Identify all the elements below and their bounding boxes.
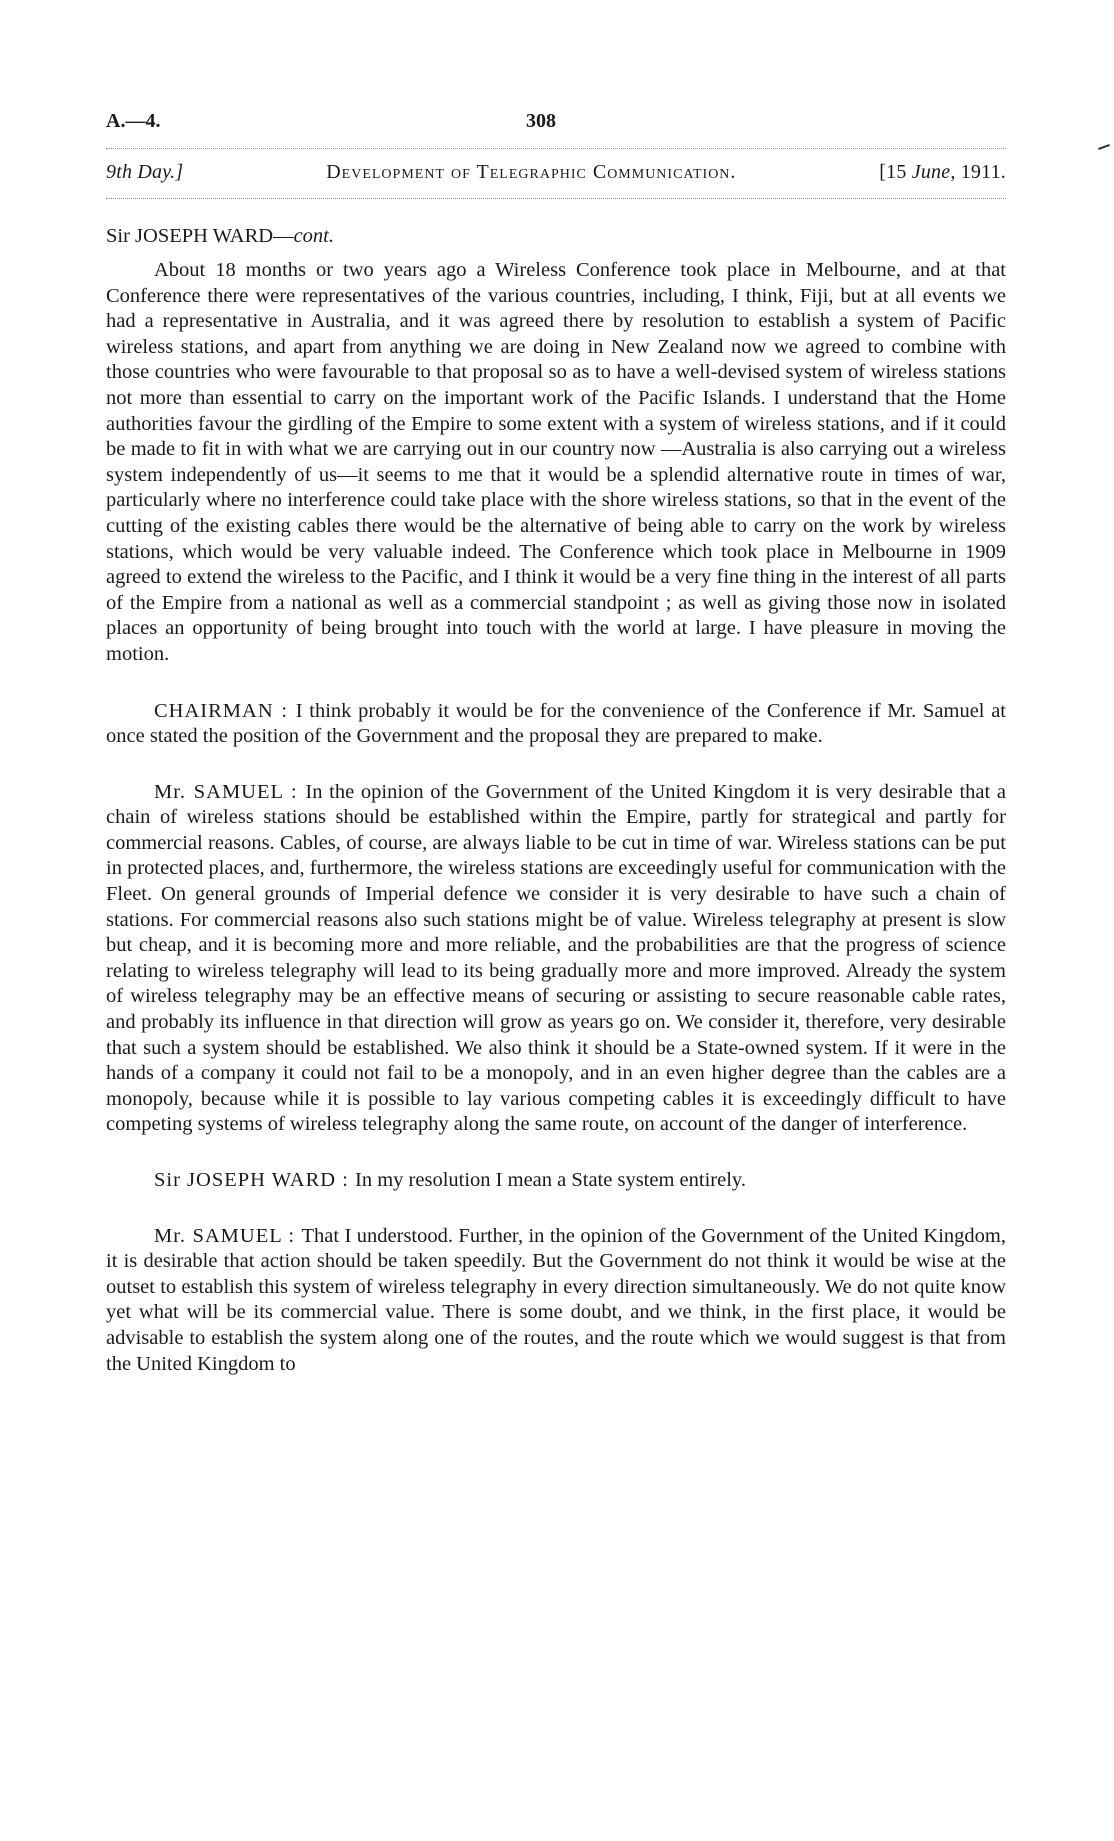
paragraph-text: That I understood. Further, in the opinion of the Government of the United Kingdom, it is desirable that action should be taken speedily. But the Government do not think it would be wise at the outset to establish this system of wireless telegraphy in every direction simultaneously. We do not quite know yet what will be its commercial value. There is some doubt, and we think, in the first place, it would be advisable to establish the system along one of the routes, and the route which we would suggest is that from the United Kingdom to: [106, 1224, 1006, 1375]
speaker-label: Mr. SAMUEL :: [154, 1224, 302, 1247]
speaker-label: Sir JOSEPH WARD :: [154, 1169, 356, 1191]
date-label: [879, 161, 1006, 184]
running-header: [106, 149, 1006, 198]
date-month: June: [911, 161, 951, 183]
document-page: [106, 110, 1006, 1407]
paragraph-text: I think probably it would be for the convenience of the Conference if Mr. Samuel at once stated the position of the Government and the proposal they are prepared to make.: [106, 699, 1006, 748]
date-year: , 1911.: [950, 161, 1006, 183]
document-reference: A.—4.: [106, 110, 161, 132]
header-rule-bottom: [106, 198, 1006, 199]
subject-title: Development of Telegraphic Communication.: [326, 161, 737, 183]
paragraph-text: In my resolution I mean a State system entirely.: [355, 1169, 746, 1191]
day-label: 9th Day.]: [106, 161, 184, 183]
paragraph-ward-reply: [106, 1168, 1006, 1194]
section-speaker-name: Sir JOSEPH WARD—: [106, 225, 294, 247]
date-open: [15: [879, 161, 912, 183]
page-header: [106, 110, 1006, 146]
paragraph-samuel-2: [106, 1224, 1006, 1378]
page-number: 308: [526, 110, 556, 132]
paragraph-ward-motion: [106, 258, 1006, 668]
section-speaker-heading: [106, 225, 1006, 248]
paragraph-chairman: [106, 699, 1006, 750]
speaker-label: Mr. SAMUEL :: [154, 780, 306, 803]
paragraph-text: About 18 months or two years ago a Wireless Conference took place in Melbourne, and at that Conference there were representatives of the various countries, including, I think, Fiji, but at all events we had a representative in Australia, and it was agreed there by resolution to establish a system of Pacific wireless stations, and apart from anything we are doing in New Zealand now we agreed to combine with those countries who were favourable to that proposal so as to have a well-devised system of wireless stations not more than essential to carry on the important work of the Pacific Islands. I understand that the Home authorities favour the girdling of the Empire to some extent with a system of wireless stations, and if it could be made to fit in with what we are carrying out in our country now —Australia is also carrying out a wireless system independently of us—it seems to me that it would be a splendid alternative route in times of war, particularly where no interference could take place with the shore wireless stations, so that in the event of the cutting of the existing cables there would be the alternative of being able to carry on the work by wireless stations, which would be very valuable indeed. The Conference which took place in Melbourne in 1909 agreed to extend the wireless to the Pacific, and I think it would be a very fine thing in the interest of all parts of the Empire from a national as well as a commercial standpoint ; as well as giving those now in isolated places an opportunity of being brought into touch with the world at large. I have pleasure in moving the motion.: [106, 259, 1006, 665]
continued-label: cont.: [293, 225, 334, 247]
paragraph-text: In the opinion of the Government of the United Kingdom it is very desirable that a chain of wireless stations should be established within the Empire, partly for strategical and partly for commercial reasons. Cables, of course, are always liable to be cut in time of war. Wireless stations can be put in protected places, and, furthermore, the wireless stations are exceedingly useful for communication with the Fleet. On general grounds of Imperial defence we consider it is very desirable to have such a chain of stations. For commercial reasons also such stations might be of value. Wireless telegraphy at present is slow but cheap, and it is becoming more and more reliable, and the probabilities are that the progress of science relating to wireless telegraphy will lead to its being gradually more and more improved. Already the system of wireless telegraphy may be an effective means of securing or assisting to secure reasonable cable rates, and probably its influence in that direction will grow as years go on. We consider it, therefore, very desirable that such a system should be established. We also think it should be a State-owned system. If it were in the hands of a company it could not fail to be a monopoly, and in an even higher degree than the cables are a monopoly, because while it is possible to lay various competing cables it is exceedingly difficult to have competing systems of wireless telegraphy along the same route, on account of the danger of interference.: [106, 780, 1006, 1136]
paragraph-samuel-1: [106, 780, 1006, 1138]
margin-mark: [1098, 144, 1110, 150]
speaker-label: CHAIRMAN :: [154, 699, 296, 722]
